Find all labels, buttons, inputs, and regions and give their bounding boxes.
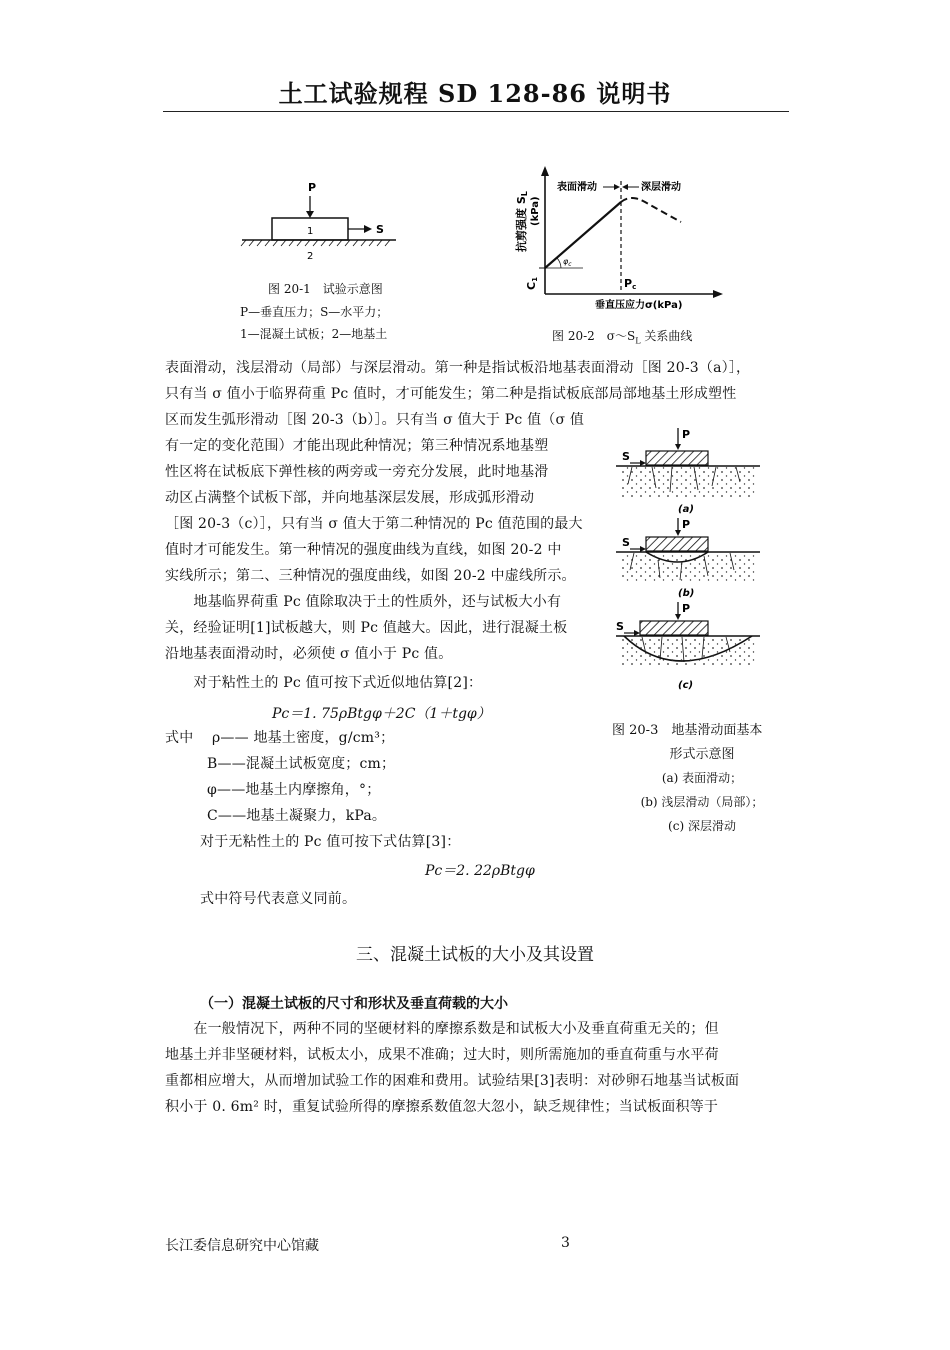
fig2-y-axis-unit: (kPa) [530, 196, 541, 226]
fig3-caption-a: (a) 表面滑动； [661, 771, 743, 785]
body-line-left-5: ［图 20-3（c）］，只有当 σ 值大于第二种情况的 Pc 值范围的最大 [165, 516, 583, 532]
fig1-s-label: S [376, 223, 384, 236]
fig3-caption-c: (c) 深层滑动 [668, 819, 736, 833]
footer-archive-note: 长江委信息研究中心馆藏 [165, 1238, 319, 1254]
body-line-full-1: 表面滑动，浅层滑动（局部）与深层滑动。第一种是指试板沿地基表面滑动［图 20-3（a）］， [165, 360, 751, 376]
body-line-left-4: 动区占满整个试板下部，并向地基深层发展，形成弧形滑动 [165, 490, 535, 506]
fig2-region-surface: 表面滑动 [557, 182, 597, 193]
body-line-left-8: 地基临界荷重 Pc 值除取决于土的性质外，还与试板大小有 [165, 594, 562, 610]
figure-20-1-diagram [236, 176, 406, 266]
subsection-line-3: 重都相应增大，从而增加试验工作的困难和费用。试验结果[3]表明：对砂卵石地基当试板面 [165, 1073, 740, 1089]
definition-b: B——混凝土试板宽度；cm； [207, 756, 396, 772]
fig1-caption-title: 图 20-1 试验示意图 [268, 282, 383, 296]
fig3-panel-c [616, 602, 760, 691]
subsection-line-1: 在一般情况下，两种不同的坚硬材料的摩擦系数是和试板大小及垂直荷重无关的；但 [165, 1021, 719, 1037]
fig1-p-label: P [308, 181, 317, 194]
section-title: 三、混凝土试板的大小及其设置 [356, 945, 594, 965]
fig2-intercept-label: C1 [525, 277, 539, 290]
svg-text:P: P [682, 518, 691, 531]
body-line-left-3: 性区将在试板底下弹性核的两旁或一旁充分发展，此时地基滑 [165, 464, 549, 480]
fig1-ground-number: 2 [307, 251, 314, 262]
formula-cohesive: Pc＝1. 75ρBtgφ＋2C（1＋tgφ） [272, 706, 491, 722]
svg-text:S: S [622, 450, 630, 463]
fig2-angle-label: $\varphi_c$ [563, 257, 572, 268]
body-line-left-6: 值时才可能发生。第一种情况的强度曲线为直线，如图 20-2 中 [165, 542, 562, 558]
formula-noncohesive: Pc＝2. 22ρBtgφ [425, 863, 535, 879]
subsection-line-2: 地基土并非坚硬材料，试板太小，成果不准确；过大时，则所需施加的垂直荷重与水平荷 [165, 1047, 719, 1063]
page-number: 3 [561, 1235, 570, 1251]
subsection-title: （一）混凝土试板的尺寸和形状及垂直荷载的大小 [200, 996, 508, 1012]
fig1-plate-number: 1 [307, 226, 314, 237]
fig2-y-axis-label: 抗剪强度 SL [515, 191, 529, 252]
body-line-left-2: 有一定的变化范围）才能出现此种情况；第三种情况系地基塑 [165, 438, 549, 454]
definition-c: C——地基土凝聚力，kPa。 [207, 808, 387, 824]
fig2-region-deep: 深层滑动 [641, 182, 681, 193]
subsection-line-4: 积小于 0. 6m² 时，重复试验所得的摩擦系数值忽大忽小，缺乏规律性；当试板面积等于 [165, 1099, 719, 1115]
fig3-caption-line2: 形式示意图 [669, 747, 735, 762]
fig2-surface-line [545, 202, 621, 268]
body-line-noncohesive: 对于无粘性土的 Pc 值可按下式估算[3]： [200, 834, 461, 850]
body-line-left-10: 沿地基表面滑动时，必须使 σ 值小于 Pc 值。 [165, 646, 453, 662]
body-line-left-7: 实线所示；第二、三种情况的强度曲线，如图 20-2 中虚线所示。 [165, 568, 576, 584]
svg-text:(c): (c) [678, 680, 694, 691]
where-label: 式中 [165, 730, 194, 746]
fig2-caption: 图 20-2 $\sigma\sim S_L$ 关系曲线 [552, 329, 693, 346]
figure-20-2-chart [503, 160, 733, 310]
svg-text:S: S [616, 620, 624, 633]
fig1-caption-line1: P—垂直压力；S—水平力； [240, 305, 389, 319]
body-line-left-1: 区而发生弧形滑动［图 20-3（b）］。只有当 σ 值大于 Pc 值（σ 值 [165, 412, 585, 428]
fig3-panel-a [616, 428, 760, 515]
svg-text:(b): (b) [678, 588, 695, 599]
svg-text:(a): (a) [678, 504, 694, 515]
fig2-deep-curve [621, 198, 681, 222]
fig3-caption-line1: 图 20-3 地基滑动面基本 [612, 723, 763, 738]
svg-text:P: P [682, 428, 691, 441]
fig2-critical-label: Pc [624, 277, 637, 291]
body-line-full-2: 只有当 σ 值小于临界荷重 Pc 值时，才可能发生；第二种是指试板底部局部地基土形成塑性 [165, 386, 737, 402]
header-divider [163, 111, 789, 112]
body-line-same-meaning: 式中符号代表意义同前。 [200, 891, 357, 907]
fig3-panel-b [616, 518, 760, 599]
fig2-x-axis-label: 垂直压应力σ(kPa) [595, 300, 683, 310]
figure-20-3-diagram [612, 422, 772, 697]
svg-text:P: P [682, 602, 691, 615]
svg-text:S: S [622, 536, 630, 549]
fig3-caption-b: (b) 浅层滑动（局部）； [640, 795, 764, 809]
ground-hatching [241, 240, 390, 246]
document-title: 土工试验规程 SD 128-86 说明书 [278, 79, 672, 108]
body-line-left-9: 关，经验证明[1]试板越大，则 Pc 值越大。因此，进行混凝土板 [165, 620, 568, 636]
body-line-left-11: 对于粘性土的 Pc 值可按下式近似地估算[2]： [165, 675, 483, 691]
definition-phi: φ——地基土内摩擦角，°； [207, 782, 381, 798]
fig1-caption-line2: 1—混凝土试板；2—地基土 [240, 327, 388, 341]
definition-rho: ρ—— 地基土密度，g/cm³； [212, 730, 395, 746]
